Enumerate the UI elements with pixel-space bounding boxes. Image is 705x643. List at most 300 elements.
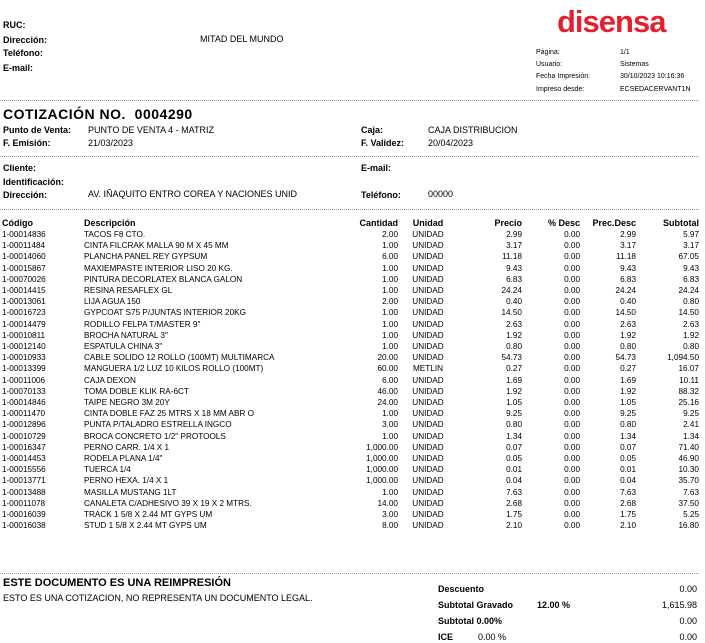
cell-discounted-price: 9.25 [620, 409, 636, 419]
cell-discount-pct: 0.00 [564, 420, 580, 430]
cell-code: 1-00013399 [2, 364, 46, 374]
page-label: Página: [536, 49, 560, 56]
table-row [2, 285, 699, 296]
validity-date-value: 20/04/2023 [428, 138, 474, 148]
cell-code: 1-00016347 [2, 442, 46, 452]
table-row [2, 352, 699, 363]
cell-quantity: 1.00 [382, 308, 398, 318]
cell-unit: METLIN [412, 364, 444, 374]
table-row [2, 296, 699, 307]
cell-unit: UNIDAD [412, 487, 444, 497]
cell-description: PUNTA P/TALADRO ESTRELLA INGCO [84, 420, 232, 430]
cell-price: 0.80 [506, 342, 522, 352]
cell-price: 1.05 [506, 398, 522, 408]
cell-discounted-price: 1.69 [620, 375, 636, 385]
cell-price: 0.01 [506, 465, 522, 475]
cell-description: PLANCHA PANEL REY GYPSUM [84, 252, 208, 262]
cell-unit: UNIDAD [412, 398, 444, 408]
cell-price: 0.27 [506, 364, 522, 374]
cell-discount-pct: 0.00 [564, 286, 580, 296]
cell-unit: UNIDAD [412, 230, 444, 239]
table-row [2, 330, 699, 341]
cell-price: 2.63 [506, 319, 522, 329]
cell-code: 1-00011470 [2, 409, 46, 419]
cell-subtotal: 14.50 [678, 308, 699, 318]
cell-discount-pct: 0.00 [564, 398, 580, 408]
cell-unit: UNIDAD [412, 297, 444, 307]
cell-description: RESINA RESAFLEX GL [84, 286, 173, 296]
cell-quantity: 24.00 [377, 398, 398, 408]
cell-discounted-price: 0.27 [620, 364, 636, 374]
cell-quantity: 1,000.00 [366, 454, 398, 464]
cell-discounted-price: 1.92 [620, 386, 636, 396]
divider [0, 573, 699, 574]
client-address-value: AV. IÑAQUITO ENTRO COREA Y NACIONES UNID [88, 189, 298, 199]
cell-unit: UNIDAD [412, 431, 444, 441]
cell-unit: UNIDAD [412, 330, 444, 340]
cell-unit: UNIDAD [412, 353, 444, 363]
cell-code: 1-00013488 [2, 487, 46, 497]
cell-subtotal: 16.80 [678, 521, 699, 531]
cell-quantity: 60.00 [377, 364, 398, 374]
cell-subtotal: 9.25 [683, 409, 699, 419]
cell-discounted-price: 54.73 [615, 353, 636, 363]
cell-description: TAIPE NEGRO 3M 20Y [84, 398, 170, 408]
table-row [2, 431, 699, 442]
cell-code: 1-00016038 [2, 521, 46, 531]
cell-subtotal: 35.70 [678, 476, 699, 486]
cell-discounted-price: 1.34 [620, 431, 636, 441]
cell-discount-pct: 0.00 [564, 454, 580, 464]
table-row [2, 397, 699, 408]
cell-subtotal: 3.17 [683, 241, 699, 251]
cell-description: MAXIEMPASTE INTERIOR LISO 20 KG. [84, 263, 233, 273]
cell-discount-pct: 0.00 [564, 364, 580, 374]
cell-unit: UNIDAD [412, 476, 444, 486]
cell-price: 24.24 [501, 286, 522, 296]
cell-discount-pct: 0.00 [564, 487, 580, 497]
cell-code: 1-00016039 [2, 510, 46, 520]
cell-subtotal: 9.43 [683, 263, 699, 273]
cell-unit: UNIDAD [412, 252, 444, 262]
disensa-logo: disensa [557, 4, 666, 39]
cell-discounted-price: 0.05 [620, 454, 636, 464]
cell-discount-pct: 0.00 [564, 465, 580, 475]
cell-subtotal: 24.24 [678, 286, 699, 296]
cell-discounted-price: 24.24 [615, 286, 636, 296]
quote-number: 0004290 [134, 106, 193, 122]
cell-price: 0.40 [506, 297, 522, 307]
cell-code: 1-00014836 [2, 230, 46, 239]
cell-price: 2.10 [506, 521, 522, 531]
cell-discount-pct: 0.00 [564, 241, 580, 251]
discount-label: Descuento [438, 584, 485, 594]
cell-code: 1-00014846 [2, 398, 46, 408]
cell-description: PINTURA DECORLATEX BLANCA GALON [84, 274, 243, 284]
cell-subtotal: 2.41 [683, 420, 699, 430]
cell-quantity: 1.00 [382, 286, 398, 296]
cell-subtotal: 10.11 [679, 375, 699, 385]
col-price: Precio [494, 217, 522, 228]
user-label: Usuario: [536, 61, 563, 68]
cell-unit: UNIDAD [412, 319, 444, 329]
client-email-label: E-mail: [361, 163, 392, 173]
cell-unit: UNIDAD [412, 442, 444, 452]
cell-discount-pct: 0.00 [564, 263, 580, 273]
cell-price: 9.43 [506, 263, 522, 273]
cell-quantity: 1.00 [382, 263, 398, 273]
client-id-label: Identificación: [3, 177, 65, 187]
cell-quantity: 1.00 [382, 431, 398, 441]
cell-price: 1.75 [506, 510, 522, 520]
cell-price: 14.50 [501, 308, 522, 318]
cell-discount-pct: 0.00 [564, 297, 580, 307]
table-row [2, 375, 699, 386]
cell-quantity: 1.00 [382, 487, 398, 497]
cell-subtotal: 10.30 [678, 465, 699, 475]
divider [0, 209, 699, 210]
cell-subtotal: 5.25 [683, 510, 699, 520]
company-address-value: MITAD DEL MUNDO [200, 34, 284, 44]
cell-quantity: 1,000.00 [366, 465, 398, 475]
cell-unit: UNIDAD [412, 308, 444, 318]
table-row [2, 419, 699, 430]
cell-subtotal: 0.80 [683, 342, 699, 352]
cell-quantity: 1.00 [382, 241, 398, 251]
cell-unit: UNIDAD [412, 454, 444, 464]
cell-quantity: 1,000.00 [366, 476, 398, 486]
table-row [2, 319, 699, 330]
cell-price: 1.69 [506, 375, 522, 385]
cell-discounted-price: 3.17 [620, 241, 636, 251]
cell-price: 6.83 [506, 274, 522, 284]
cell-subtotal: 25.16 [678, 398, 699, 408]
table-row [2, 240, 699, 251]
cell-discount-pct: 0.00 [564, 510, 580, 520]
cell-code: 1-00070026 [2, 274, 46, 284]
cell-discount-pct: 0.00 [564, 230, 580, 239]
cell-discount-pct: 0.00 [564, 252, 580, 262]
cell-quantity: 6.00 [382, 252, 398, 262]
discount-value: 0.00 [679, 584, 697, 594]
cell-discount-pct: 0.00 [564, 319, 580, 329]
cell-discounted-price: 2.68 [620, 498, 636, 508]
cell-discounted-price: 1.75 [620, 510, 636, 520]
cell-subtotal: 71.40 [678, 442, 699, 452]
col-quantity: Cantidad [359, 217, 398, 228]
cell-code: 1-00012140 [2, 342, 46, 352]
cell-discount-pct: 0.00 [564, 274, 580, 284]
cell-subtotal: 7.63 [683, 487, 699, 497]
table-row [2, 274, 699, 285]
cell-description: RODILLO FELPA T/MASTER 9" [84, 319, 201, 329]
table-row [2, 498, 699, 509]
cell-price: 0.07 [506, 442, 522, 452]
cell-description: STUD 1 5/8 X 2.44 MT GYPS UM [84, 521, 207, 531]
cell-price: 0.04 [506, 476, 522, 486]
cell-unit: UNIDAD [412, 286, 444, 296]
cell-description: BROCA CONCRETO 1/2" PROTOOLS [84, 431, 226, 441]
cell-code: 1-00011006 [2, 375, 46, 385]
taxed-rate: 12.00 % [537, 600, 571, 610]
cell-subtotal: 1.92 [683, 330, 699, 340]
cell-quantity: 1.00 [382, 330, 398, 340]
cell-quantity: 1.00 [382, 342, 398, 352]
cell-quantity: 20.00 [377, 353, 398, 363]
company-email-label: E-mail: [3, 63, 34, 73]
cell-subtotal: 2.63 [683, 319, 699, 329]
cell-price: 1.92 [506, 386, 522, 396]
reprint-notice: ESTE DOCUMENTO ES UNA REIMPRESIÓN [3, 577, 231, 589]
cell-quantity: 1.00 [382, 409, 398, 419]
cell-discounted-price: 0.80 [620, 342, 636, 352]
cell-code: 1-00012896 [2, 420, 46, 430]
page-value: 1/1 [620, 49, 630, 56]
cell-discount-pct: 0.00 [564, 498, 580, 508]
cell-description: CINTA FILCRAK MALLA 90 M X 45 MM [84, 241, 229, 251]
cell-quantity: 3.00 [382, 420, 398, 430]
cell-description: BROCHA NATURAL 3" [84, 330, 168, 340]
cell-description: CINTA DOBLE FAZ 25 MTRS X 18 MM ABR O [84, 409, 255, 419]
table-row [2, 307, 699, 318]
cell-quantity: 1.00 [382, 319, 398, 329]
cell-unit: UNIDAD [412, 521, 444, 531]
cell-price: 2.99 [506, 230, 522, 239]
table-row [2, 453, 699, 464]
table-row [2, 520, 699, 531]
issue-date-label: F. Emisión: [3, 138, 51, 148]
col-subtotal: Subtotal [663, 217, 699, 228]
cell-discount-pct: 0.00 [564, 375, 580, 385]
quote-title-label: COTIZACIÓN NO. [3, 106, 126, 122]
print-date-label: Fecha Impresión: [536, 73, 591, 80]
table-row [2, 442, 699, 453]
cell-quantity: 6.00 [382, 375, 398, 385]
cell-subtotal: 6.83 [683, 274, 699, 284]
cell-unit: UNIDAD [412, 465, 444, 475]
taxed-subtotal-value: 1,615.98 [661, 600, 697, 610]
cell-discounted-price: 1.05 [620, 398, 636, 408]
user-value: Sistemas [620, 61, 649, 68]
cell-subtotal: 0.80 [683, 297, 699, 307]
cell-description: LIJA AGUA 150 [84, 297, 141, 307]
cell-unit: UNIDAD [412, 274, 444, 284]
cell-code: 1-00010729 [2, 431, 46, 441]
cell-discount-pct: 0.00 [564, 409, 580, 419]
cell-code: 1-00013771 [2, 476, 46, 486]
cell-description: CANALETA C/ADHESIVO 39 X 19 X 2 MTRS. [84, 498, 252, 508]
cell-subtotal: 46.90 [678, 454, 699, 464]
cash-value: CAJA DISTRIBUCION [428, 125, 518, 135]
cell-discount-pct: 0.00 [564, 330, 580, 340]
cell-quantity: 46.00 [377, 386, 398, 396]
cell-discounted-price: 0.07 [620, 442, 636, 452]
cell-quantity: 14.00 [377, 498, 398, 508]
table-row [2, 386, 699, 397]
cell-discount-pct: 0.00 [564, 431, 580, 441]
divider [0, 100, 699, 101]
table-row [2, 408, 699, 419]
cell-code: 1-00014453 [2, 454, 46, 464]
cell-description: TRACK 1 5/8 X 2.44 MT GYPS UM [84, 510, 213, 520]
cell-discounted-price: 2.10 [620, 521, 636, 531]
cell-description: MASILLA MUSTANG 1LT [84, 487, 177, 497]
cell-code: 1-00014479 [2, 319, 46, 329]
cell-unit: UNIDAD [412, 498, 444, 508]
cell-code: 1-00014060 [2, 252, 46, 262]
cell-price: 1.92 [506, 330, 522, 340]
printed-from-label: Impreso desde: [536, 86, 585, 93]
table-row [2, 363, 699, 374]
cell-price: 9.25 [506, 409, 522, 419]
cell-discount-pct: 0.00 [564, 442, 580, 452]
table-row [2, 229, 699, 240]
cell-quantity: 1,000.00 [366, 442, 398, 452]
cell-discounted-price: 1.92 [620, 330, 636, 340]
cell-code: 1-00015867 [2, 263, 46, 273]
cell-subtotal: 16.07 [678, 364, 699, 374]
divider [0, 156, 699, 157]
cell-discount-pct: 0.00 [564, 386, 580, 396]
cell-code: 1-00016723 [2, 308, 46, 318]
cell-description: CAJA DEXON [84, 375, 136, 385]
ice-label: ICE [438, 632, 454, 642]
cell-discounted-price: 0.04 [620, 476, 636, 486]
table-row [2, 487, 699, 498]
ice-value: 0.00 [679, 632, 697, 642]
zero-subtotal-value: 0.00 [679, 616, 697, 626]
cell-description: PERNO CARR. 1/4 X 1 [84, 442, 170, 452]
printed-from-value: ECSEDACERVANT1N [620, 86, 691, 93]
cell-unit: UNIDAD [412, 510, 444, 520]
cell-discounted-price: 2.99 [620, 230, 636, 239]
cell-description: TUERCA 1/4 [84, 465, 131, 475]
company-address-label: Dirección: [3, 35, 48, 45]
table-header-row [2, 216, 699, 229]
col-discount-pct: % Desc [547, 217, 580, 228]
cell-description: RODELA PLANA 1/4" [84, 454, 163, 464]
cell-price: 0.80 [506, 420, 522, 430]
table-row [2, 464, 699, 475]
cell-description: CABLE SOLIDO 12 ROLLO (100MT) MULTIMARCA [84, 353, 275, 363]
cell-unit: UNIDAD [412, 386, 444, 396]
cell-subtotal: 88.32 [678, 386, 699, 396]
cell-quantity: 8.00 [382, 521, 398, 531]
table-row [2, 509, 699, 520]
cell-price: 0.05 [506, 454, 522, 464]
col-code: Código [2, 217, 33, 228]
cell-code: 1-00010811 [2, 330, 46, 340]
company-phone-label: Teléfono: [3, 48, 43, 58]
table-row [2, 251, 699, 262]
items-table [2, 216, 699, 531]
cell-subtotal: 1,094.50 [667, 353, 699, 363]
col-description: Descripción [84, 217, 136, 228]
client-label: Cliente: [3, 163, 37, 173]
table-row [2, 263, 699, 274]
cell-subtotal: 67.05 [678, 252, 699, 262]
cell-quantity: 2.00 [382, 230, 398, 239]
cell-code: 1-00010933 [2, 353, 46, 363]
cell-discounted-price: 0.40 [620, 297, 636, 307]
cell-discount-pct: 0.00 [564, 308, 580, 318]
cell-price: 3.17 [506, 241, 522, 251]
pos-label: Punto de Venta: [3, 125, 72, 135]
cell-discounted-price: 0.80 [620, 420, 636, 430]
issue-date-value: 21/03/2023 [88, 138, 134, 148]
cell-description: PERNO HEXA. 1/4 X 1 [84, 476, 169, 486]
cell-quantity: 3.00 [382, 510, 398, 520]
cell-discount-pct: 0.00 [564, 353, 580, 363]
cell-description: TOMA DOBLE KLIK RA-6CT [84, 386, 189, 396]
cell-discounted-price: 7.63 [620, 487, 636, 497]
cell-code: 1-00070133 [2, 386, 46, 396]
cell-discount-pct: 0.00 [564, 521, 580, 531]
cell-code: 1-00011078 [2, 498, 46, 508]
taxed-subtotal-label: Subtotal Gravado [438, 600, 514, 610]
cell-price: 2.68 [506, 498, 522, 508]
table-row [2, 341, 699, 352]
cell-unit: UNIDAD [412, 342, 444, 352]
print-date-value: 30/10/2023 10:16:36 [620, 73, 685, 80]
ice-rate: 0.00 % [478, 632, 507, 642]
cell-code: 1-00015556 [2, 465, 46, 475]
cell-code: 1-00014415 [2, 286, 46, 296]
cash-label: Caja: [361, 125, 384, 135]
cell-unit: UNIDAD [412, 420, 444, 430]
cell-unit: UNIDAD [412, 263, 444, 273]
validity-date-label: F. Validez: [361, 138, 405, 148]
cell-unit: UNIDAD [412, 241, 444, 251]
quote-title [3, 106, 193, 122]
client-address-label: Dirección: [3, 190, 48, 200]
cell-description: TACOS F8 CTO. [84, 230, 146, 239]
cell-description: GYPCOAT S75 P/JUNTAS INTERIOR 20KG [84, 308, 246, 318]
cell-subtotal: 37.50 [678, 498, 699, 508]
cell-code: 1-00011484 [2, 241, 46, 251]
pos-value: PUNTO DE VENTA 4 - MATRIZ [88, 125, 215, 135]
cell-unit: UNIDAD [412, 375, 444, 385]
cell-description: MANGUERA 1/2 LUZ 10 KILOS ROLLO (100MT) [84, 364, 264, 374]
col-unit: Unidad [412, 217, 444, 228]
cell-discount-pct: 0.00 [564, 342, 580, 352]
cell-price: 1.34 [506, 431, 522, 441]
cell-price: 7.63 [506, 487, 522, 497]
cell-discounted-price: 11.18 [616, 252, 636, 262]
cell-discounted-price: 14.50 [615, 308, 636, 318]
cell-discount-pct: 0.00 [564, 476, 580, 486]
cell-quantity: 2.00 [382, 297, 398, 307]
cell-discounted-price: 6.83 [620, 274, 636, 284]
cell-quantity: 1.00 [382, 274, 398, 284]
client-phone-label: Teléfono: [361, 190, 401, 200]
cell-code: 1-00013061 [2, 297, 46, 307]
col-discounted-price: Prec.Desc [592, 217, 636, 228]
cell-subtotal: 1.34 [683, 431, 699, 441]
cell-price: 54.73 [501, 353, 522, 363]
cell-discounted-price: 0.01 [620, 465, 636, 475]
client-phone-value: 00000 [428, 189, 454, 199]
cell-subtotal: 5.97 [683, 230, 699, 239]
cell-price: 11.18 [502, 252, 522, 262]
cell-unit: UNIDAD [412, 409, 444, 419]
cell-discounted-price: 2.63 [620, 319, 636, 329]
zero-subtotal-label: Subtotal 0.00% [438, 616, 503, 626]
cell-description: ESPATULA CHINA 3" [84, 342, 163, 352]
table-row [2, 475, 699, 486]
cell-discounted-price: 9.43 [620, 263, 636, 273]
legal-notice: ESTO ES UNA COTIZACION, NO REPRESENTA UN DOCUMENTO LEGAL. [3, 593, 313, 603]
